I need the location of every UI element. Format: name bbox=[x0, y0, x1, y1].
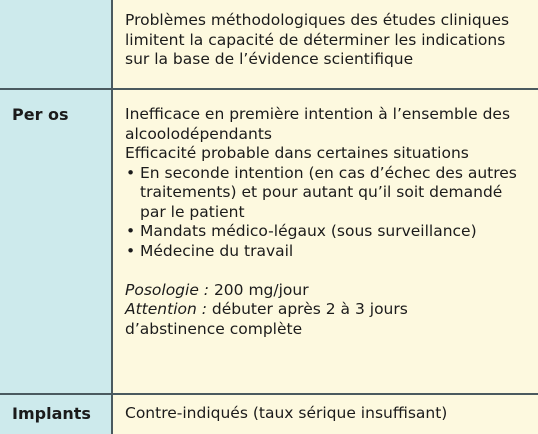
text-line: Problèmes méthodologiques des études cliniques bbox=[125, 11, 510, 29]
list-item bbox=[125, 164, 530, 223]
text-line: Médecine du travail bbox=[140, 241, 294, 260]
text-line: traitements) et pour autant qu’il soit demandé bbox=[140, 183, 503, 201]
text-line: alcoolodépendants bbox=[125, 124, 272, 143]
text-line: Efficacité probable dans certaines situations bbox=[125, 144, 469, 162]
row-2-content bbox=[125, 404, 530, 424]
posologie-label: Posologie : bbox=[125, 280, 210, 299]
bullet-marker: • bbox=[126, 222, 136, 240]
row-label-implants: Implants bbox=[12, 404, 91, 423]
row-divider bbox=[0, 393, 538, 395]
text-line: Mandats médico-légaux (sous surveillance) bbox=[140, 222, 477, 240]
attention-value: débuter après 2 à 3 jours bbox=[206, 300, 408, 318]
bullet-marker: • bbox=[126, 241, 136, 260]
column-divider bbox=[111, 0, 113, 434]
text-line: limitent la capacité de déterminer les indications bbox=[125, 30, 506, 49]
text-line: sur la base de l’évidence scientifique bbox=[125, 50, 414, 68]
text-line: par le patient bbox=[140, 202, 245, 221]
bullet-list bbox=[125, 164, 530, 262]
list-item bbox=[125, 222, 530, 242]
posologie-value: 200 mg/jour bbox=[209, 280, 309, 299]
bullet-marker: • bbox=[126, 163, 136, 182]
text-line: Inefficace en première intention à l’ensemble des bbox=[125, 105, 511, 123]
text-line: Contre-indiqués (taux sérique insuffisant) bbox=[125, 404, 448, 422]
label-column bbox=[0, 0, 111, 434]
row-label-per-os: Per os bbox=[12, 105, 69, 124]
row-divider bbox=[0, 88, 538, 90]
text-line: En seconde intention (en cas d’échec des autres bbox=[140, 163, 517, 182]
attention-label: Attention : bbox=[125, 300, 207, 318]
row-0-content bbox=[125, 11, 530, 70]
posologie-line bbox=[125, 281, 530, 301]
list-item bbox=[125, 242, 530, 262]
text-line: d’abstinence complète bbox=[125, 319, 303, 338]
row-1-content bbox=[125, 105, 530, 339]
attention-line bbox=[125, 300, 530, 320]
